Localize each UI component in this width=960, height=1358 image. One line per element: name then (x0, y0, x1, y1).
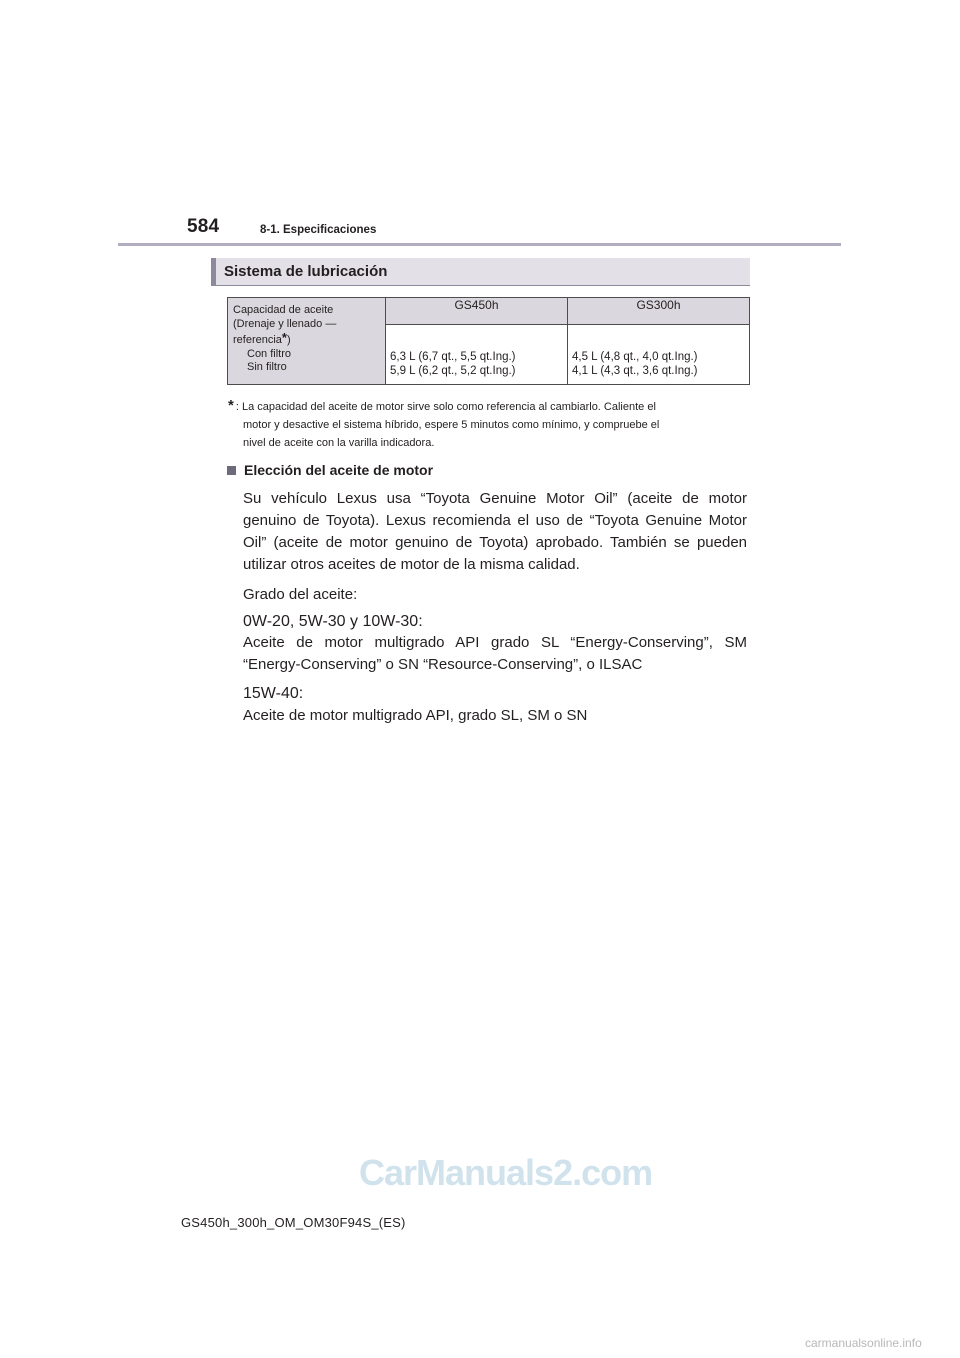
subsection-heading (227, 462, 433, 478)
oil-grade-2: 15W-40: (243, 685, 304, 702)
row-head-line1: Capacidad de aceite (233, 304, 334, 316)
oil-grade-1: 0W-20, 5W-30 y 10W-30: (243, 613, 423, 630)
bottom-watermark: carmanualsonline.info (805, 1336, 922, 1350)
section-header: 8-1. Especificaciones (260, 224, 377, 236)
gs450h-with-filter: 6,3 L (6,7 qt., 5,5 qt.Ing.) (390, 351, 516, 363)
gs300h-without-filter: 4,1 L (4,3 qt., 3,6 qt.Ing.) (572, 365, 698, 377)
header-rule (118, 243, 841, 246)
subsection-heading-text: Elección del aceite de motor (244, 462, 434, 478)
row-header (228, 298, 386, 385)
gs450h-without-filter: 5,9 L (6,2 qt., 5,2 qt.Ing.) (390, 365, 516, 377)
box-title (211, 258, 750, 286)
page-number: 584 (187, 216, 220, 237)
row-head-line2: (Drenaje y llenado — (233, 317, 337, 330)
footer-document-code: GS450h_300h_OM_OM30F94S_(ES) (181, 1215, 406, 1230)
oil-grade-1-description: Aceite de motor multigrado API grado SL “Energy-Conserving”, SM “Energy-Conserving” o SN “Resource-Conserving”, o ILSAC (243, 634, 747, 673)
lubrication-table (227, 297, 750, 385)
oil-grade-2-description: Aceite de motor multigrado API, grado SL, SM o SN (243, 707, 588, 724)
row-head-line3: referencia (233, 334, 282, 346)
square-bullet-icon (227, 466, 236, 475)
row-head-item-with-filter: Con filtro (247, 347, 292, 360)
column-header-gs450h: GS450h (386, 298, 568, 325)
gs300h-capacity (568, 325, 750, 385)
gs450h-capacity (386, 325, 568, 385)
footnote-line3: nivel de aceite con la varilla indicadora. (243, 437, 435, 449)
row-head-item-without-filter: Sin filtro (247, 361, 287, 373)
row-head-close: ) (286, 334, 291, 346)
column-header-gs300h: GS300h (568, 298, 750, 325)
footnote-marker: * (281, 330, 287, 345)
footnote-mark: * (228, 397, 234, 414)
paragraph-oil-recommendation: Su vehículo Lexus usa “Toyota Genuine Motor Oil” (aceite de motor genuino de Toyota). Lexus recomienda el uso de “Toyota Genuine Motor Oil” (aceite de motor genuino de Toyota) aprobado. También se pueden utilizar otros aceites de motor de la misma calidad. (243, 490, 747, 573)
footnote (228, 397, 748, 452)
gs300h-with-filter: 4,5 L (4,8 qt., 4,0 qt.Ing.) (572, 351, 698, 363)
watermark-logo: CarManuals2.com (359, 1152, 653, 1193)
box-title-text: Sistema de lubricación (224, 263, 388, 280)
paragraph-oil-grade-label: Grado del aceite: (243, 586, 358, 603)
footnote-line1: : La capacidad del aceite de motor sirve solo como referencia al cambiarlo. Caliente el (235, 401, 656, 413)
footnote-line2: motor y desactive el sistema híbrido, espere 5 minutos como mínimo, y compruebe el (243, 419, 660, 431)
